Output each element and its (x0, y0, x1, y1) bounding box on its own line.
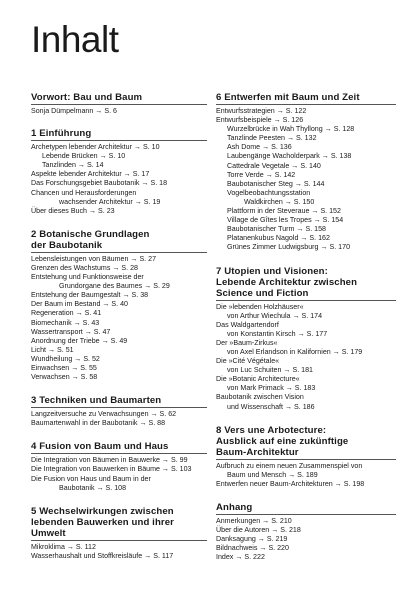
section-heading: der Baubotanik (31, 239, 103, 251)
toc-section (216, 266, 396, 412)
section-divider (31, 104, 207, 105)
toc-entry: Das Waldgartendorf (216, 320, 279, 329)
toc-entry: von Mark Primack → S. 183 (227, 384, 316, 393)
toc-entry: von Arthur Wiechula → S. 174 (227, 311, 323, 320)
toc-entry: Lebende Brücken → S. 10 (42, 152, 126, 161)
toc-entry: Waldkirchen → S. 150 (244, 197, 315, 206)
toc-entry: Mikroklima → S. 112 (31, 542, 96, 551)
section-divider (216, 459, 396, 460)
page-title: Inhalt (31, 19, 119, 60)
toc-section (31, 92, 207, 116)
toc-column-right (216, 92, 396, 562)
toc-entry: Lebensleistungen von Bäumen → S. 27 (31, 254, 157, 263)
toc-entry: Wurzelbrücke in Wah Thyllong → S. 128 (227, 125, 355, 134)
toc-entry: Langzeitversuche zu Verwachsungen → S. 62 (31, 410, 177, 419)
toc-entry: Die Integration von Bauwerken in Bäume → S. 103 (31, 465, 192, 474)
section-heading: Anhang (216, 501, 253, 513)
section-heading: 1 Einführung (31, 128, 92, 140)
toc-entry: Licht → S. 51 (31, 345, 74, 354)
toc-entry: Baubotanischer Turm → S. 158 (227, 225, 326, 234)
toc-entry: Der Baum im Bestand → S. 40 (31, 300, 128, 309)
toc-entry: Die Fusion von Haus und Baum in der (31, 474, 151, 483)
toc-entry: Archetypen lebender Architektur → S. 10 (31, 143, 160, 152)
toc-entry: wachsender Architektur → S. 19 (59, 197, 161, 206)
toc-section (31, 395, 207, 428)
toc-column-left (31, 92, 207, 561)
section-heading: 7 Utopien und Visionen: (216, 265, 328, 277)
toc-entry: Die »Cité Végétale« (216, 357, 280, 366)
toc-entry: von Axel Erlandson in Kalifornien → S. 179 (227, 347, 363, 356)
toc-entry: Aspekte lebender Architektur → S. 17 (31, 170, 150, 179)
section-divider (31, 540, 207, 541)
toc-entry: Entstehung und Funktionsweise der (31, 273, 144, 282)
section-divider (216, 104, 396, 105)
toc-section (31, 506, 207, 561)
toc-section (216, 502, 396, 562)
toc-entry: Entwurfsstrategien → S. 122 (216, 107, 307, 115)
section-heading: Lebende Architektur zwischen (216, 276, 358, 288)
toc-entry: Index → S. 222 (216, 553, 265, 562)
section-heading: 8 Vers une Arbotecture: (216, 424, 327, 436)
toc-entry: Über dieses Buch → S. 23 (31, 206, 115, 215)
section-divider (31, 407, 207, 408)
section-divider (31, 453, 207, 454)
toc-entry: Baum und Mensch → S. 189 (227, 470, 318, 479)
section-heading: 4 Fusion von Baum und Haus (31, 441, 169, 453)
toc-entry: Der »Baum-Zirkus« (216, 338, 278, 347)
toc-section (31, 441, 207, 492)
toc-entry: Über die Autoren → S. 218 (216, 526, 301, 534)
toc-entry: Ash Dome → S. 136 (227, 143, 292, 152)
toc-entry: Chancen und Herausforderungen (31, 188, 137, 197)
toc-entry: Entwerfen neuer Baum-Architekturen → S. 198 (216, 479, 365, 488)
toc-entry: Die »lebenden Holzhäuser« (216, 302, 304, 311)
toc-entry: Grundorgane des Baumes → S. 29 (59, 282, 170, 291)
toc-entry: Bildnachweis → S. 220 (216, 544, 289, 553)
toc-entry: Plattform in der Steveraue → S. 152 (227, 207, 341, 216)
toc-entry: Wundheilung → S. 52 (31, 354, 100, 363)
section-heading: Umwelt (31, 527, 66, 539)
section-heading: Ausblick auf eine zukünftige (216, 435, 349, 447)
toc-entry: Village de Gîtes les Tropes → S. 154 (227, 216, 344, 225)
toc-entry: Biomechanik → S. 43 (31, 318, 100, 327)
toc-entry: Wassertransport → S. 47 (31, 327, 111, 336)
toc-entry: Entwurfsbeispiele → S. 126 (216, 116, 304, 125)
toc-entry: Tanzlinden → S. 14 (42, 161, 104, 170)
toc-entry: Sonja Dümpelmann → S. 6 (31, 107, 117, 115)
toc-entry: Baumartenwahl in der Baubotanik → S. 88 (31, 419, 166, 428)
toc-entry: und Wissenschaft → S. 186 (227, 402, 315, 411)
toc-entry: Aufbruch zu einem neuen Zusammenspiel von (216, 461, 363, 470)
toc-entry: Baubotanik → S. 108 (59, 483, 127, 492)
toc-entry: Das Forschungsgebiet Baubotanik → S. 18 (31, 179, 168, 188)
toc-entry: Grünes Zimmer Ludwigsburg → S. 170 (227, 243, 351, 252)
section-heading: 6 Entwerfen mit Baum und Zeit (216, 92, 360, 103)
section-divider (216, 514, 396, 515)
section-heading: 5 Wechselwirkungen zwischen (31, 505, 174, 517)
section-heading: 3 Techniken und Baumarten (31, 395, 162, 407)
toc-entry: Vogelbeobachtungsstation (227, 188, 311, 197)
toc-entry: Danksagung → S. 219 (216, 535, 288, 544)
section-heading: lebenden Bauwerken und ihrer (31, 516, 175, 528)
toc-entry: Cattedrale Vegetale → S. 140 (227, 161, 321, 170)
toc-section (216, 92, 396, 253)
section-divider (31, 252, 207, 253)
toc-entry: Torre Verde → S. 142 (227, 170, 296, 179)
toc-entry: Regeneration → S. 41 (31, 309, 102, 318)
toc-entry: Entstehung der Baumgestalt → S. 38 (31, 291, 149, 300)
toc-entry: Baubotanik zwischen Vision (216, 393, 304, 402)
toc-entry: Anordnung der Triebe → S. 49 (31, 336, 128, 345)
toc-entry: Platanenkubus Nagold → S. 162 (227, 234, 330, 243)
toc-entry: Verwachsen → S. 58 (31, 373, 98, 382)
toc-entry: Die Integration von Bäumen in Bauwerke → S. 99 (31, 456, 188, 465)
section-divider (216, 300, 396, 301)
section-heading: Science und Fiction (216, 287, 309, 299)
section-heading: 2 Botanische Grundlagen (31, 228, 150, 240)
toc-section (216, 425, 396, 489)
section-heading: Baum-Architektur (216, 446, 299, 458)
toc-entry: Tanzlinde Peesten → S. 132 (227, 134, 317, 143)
toc-entry: Die »Botanic Architecture« (216, 375, 300, 384)
toc-section (31, 229, 207, 382)
toc-entry: von Luc Schuiten → S. 181 (227, 366, 313, 375)
section-heading: Vorwort: Bau und Baum (31, 92, 143, 103)
toc-entry: Laubengänge Wacholderpark → S. 138 (227, 152, 352, 161)
toc-section (31, 128, 207, 216)
toc-entry: Baubotanischer Steg → S. 144 (227, 179, 325, 188)
section-divider (31, 140, 207, 141)
toc-entry: von Konstantin Kirsch → S. 177 (227, 329, 328, 338)
toc-entry: Anmerkungen → S. 210 (216, 516, 292, 525)
toc-entry: Grenzen des Wachstums → S. 28 (31, 263, 138, 272)
toc-entry: Einwachsen → S. 55 (31, 363, 97, 372)
toc-entry: Wasserhaushalt und Stoffkreisläufe → S. 117 (31, 551, 174, 560)
